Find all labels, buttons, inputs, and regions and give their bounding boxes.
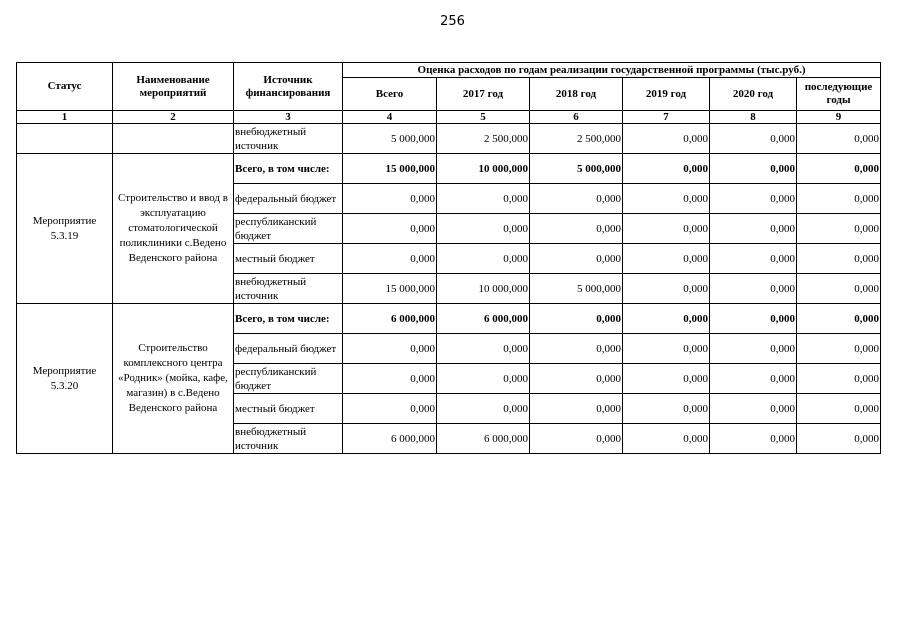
source-cell: местный бюджет: [234, 394, 343, 424]
value-cell: 0,000: [623, 304, 710, 334]
value-cell: 0,000: [623, 244, 710, 274]
name-cell: [113, 124, 234, 154]
value-cell: 6 000,000: [343, 304, 437, 334]
value-cell: 0,000: [343, 334, 437, 364]
value-cell: 0,000: [797, 334, 881, 364]
value-cell: 0,000: [623, 424, 710, 454]
source-cell: Всего, в том числе:: [234, 304, 343, 334]
value-cell: 0,000: [797, 304, 881, 334]
column-number: 4: [343, 111, 437, 124]
value-cell: 0,000: [710, 154, 797, 184]
page-number: 256: [440, 14, 465, 29]
value-cell: 0,000: [710, 424, 797, 454]
value-cell: 0,000: [710, 394, 797, 424]
activity-status: Мероприятие 5.3.19: [17, 154, 113, 304]
column-number: 2: [113, 111, 234, 124]
column-number: 1: [17, 111, 113, 124]
source-cell: внебюджетный источник: [234, 424, 343, 454]
value-cell: 0,000: [343, 184, 437, 214]
source-cell: федеральный бюджет: [234, 184, 343, 214]
source-cell: республиканский бюджет: [234, 214, 343, 244]
value-cell: 0,000: [623, 394, 710, 424]
value-cell: 2 500,000: [437, 124, 530, 154]
estimate-header: Оценка расходов по годам реализации государственной программы (тыс.руб.): [343, 63, 881, 78]
source-cell: внебюджетный источник: [234, 274, 343, 304]
year-header: 2019 год: [623, 78, 710, 111]
value-cell: 0,000: [437, 394, 530, 424]
activity-name: Строительство и ввод в эксплуатацию стоматологической поликлиники с.Ведено Веденского района: [113, 154, 234, 304]
value-cell: 0,000: [530, 184, 623, 214]
value-cell: 0,000: [797, 424, 881, 454]
source-cell: местный бюджет: [234, 244, 343, 274]
value-cell: 0,000: [437, 214, 530, 244]
value-cell: 0,000: [530, 394, 623, 424]
table-row: [17, 304, 881, 334]
value-cell: 0,000: [343, 394, 437, 424]
column-number-row: [17, 111, 881, 124]
status-cell: [17, 124, 113, 154]
value-cell: 0,000: [437, 334, 530, 364]
value-cell: 0,000: [530, 214, 623, 244]
value-cell: 0,000: [623, 184, 710, 214]
value-cell: 10 000,000: [437, 274, 530, 304]
budget-table: [16, 62, 881, 454]
value-cell: 15 000,000: [343, 154, 437, 184]
value-cell: 0,000: [710, 244, 797, 274]
value-cell: 0,000: [797, 364, 881, 394]
value-cell: 6 000,000: [437, 424, 530, 454]
value-cell: 0,000: [530, 244, 623, 274]
value-cell: 10 000,000: [437, 154, 530, 184]
year-header: последующие годы: [797, 78, 881, 111]
value-cell: 0,000: [530, 424, 623, 454]
value-cell: 0,000: [797, 154, 881, 184]
value-cell: 6 000,000: [343, 424, 437, 454]
source-cell: внебюджетный источник: [234, 124, 343, 154]
table-row: [17, 154, 881, 184]
value-cell: 6 000,000: [437, 304, 530, 334]
column-number: 6: [530, 111, 623, 124]
value-cell: 15 000,000: [343, 274, 437, 304]
activity-name: Строительство комплексного центра «Родник» (мойка, кафе, магазин) в с.Ведено Веденского района: [113, 304, 234, 454]
status-header: Статус: [17, 63, 113, 111]
value-cell: 0,000: [797, 394, 881, 424]
value-cell: 0,000: [343, 214, 437, 244]
value-cell: 0,000: [343, 364, 437, 394]
value-cell: 0,000: [530, 334, 623, 364]
value-cell: 2 500,000: [530, 124, 623, 154]
value-cell: 0,000: [797, 184, 881, 214]
value-cell: 0,000: [710, 304, 797, 334]
value-cell: 0,000: [530, 304, 623, 334]
value-cell: 0,000: [530, 364, 623, 394]
value-cell: 0,000: [437, 244, 530, 274]
value-cell: 0,000: [623, 154, 710, 184]
year-header: Всего: [343, 78, 437, 111]
year-header: 2018 год: [530, 78, 623, 111]
value-cell: 0,000: [623, 274, 710, 304]
activity-status: Мероприятие 5.3.20: [17, 304, 113, 454]
value-cell: 0,000: [710, 334, 797, 364]
value-cell: 0,000: [437, 184, 530, 214]
value-cell: 0,000: [437, 364, 530, 394]
value-cell: 0,000: [797, 214, 881, 244]
value-cell: 0,000: [623, 334, 710, 364]
value-cell: 0,000: [710, 124, 797, 154]
column-number: 5: [437, 111, 530, 124]
value-cell: 0,000: [623, 364, 710, 394]
value-cell: 0,000: [710, 214, 797, 244]
table-row: [17, 124, 881, 154]
value-cell: 0,000: [710, 184, 797, 214]
column-number: 7: [623, 111, 710, 124]
value-cell: 0,000: [623, 124, 710, 154]
column-number: 9: [797, 111, 881, 124]
value-cell: 0,000: [797, 274, 881, 304]
value-cell: 5 000,000: [530, 154, 623, 184]
value-cell: 5 000,000: [530, 274, 623, 304]
source-cell: Всего, в том числе:: [234, 154, 343, 184]
year-header: 2017 год: [437, 78, 530, 111]
value-cell: 0,000: [710, 274, 797, 304]
source-cell: республиканский бюджет: [234, 364, 343, 394]
source-cell: федеральный бюджет: [234, 334, 343, 364]
value-cell: 0,000: [797, 124, 881, 154]
value-cell: 0,000: [623, 214, 710, 244]
value-cell: 0,000: [797, 244, 881, 274]
column-number: 8: [710, 111, 797, 124]
value-cell: 5 000,000: [343, 124, 437, 154]
source-header: Источник финансирования: [234, 63, 343, 111]
value-cell: 0,000: [710, 364, 797, 394]
column-number: 3: [234, 111, 343, 124]
year-header: 2020 год: [710, 78, 797, 111]
value-cell: 0,000: [343, 244, 437, 274]
name-header: Наименование мероприятий: [113, 63, 234, 111]
